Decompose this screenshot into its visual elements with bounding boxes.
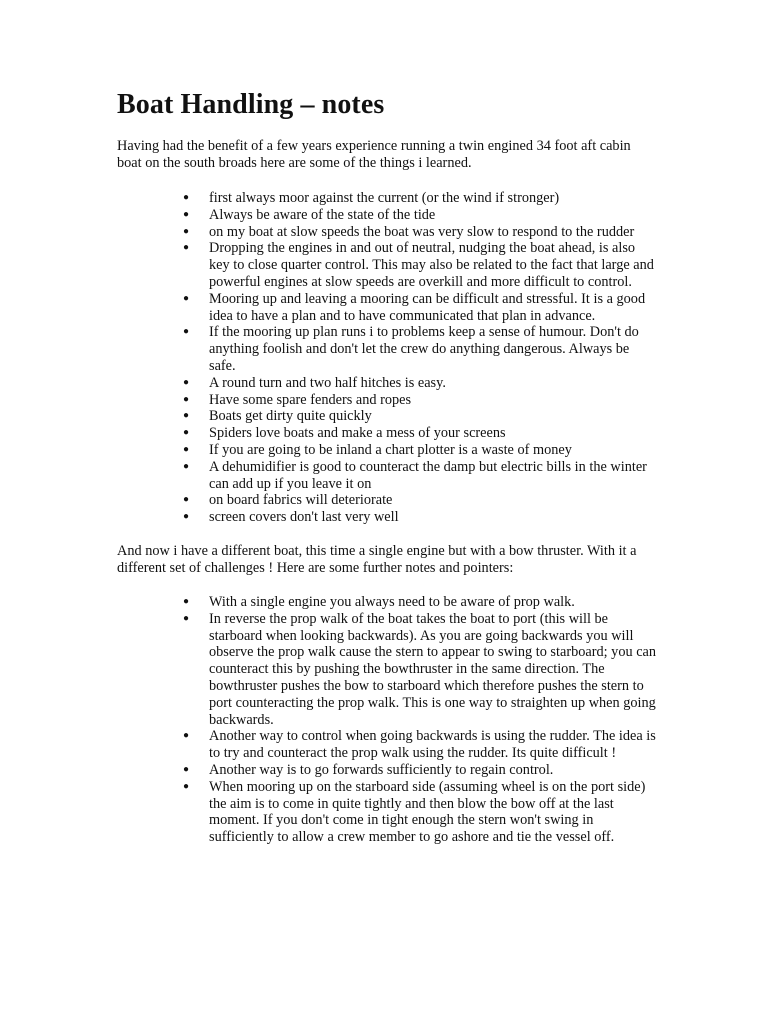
bullet-icon: ● [183, 208, 190, 220]
second-notes-list [117, 594, 657, 846]
intro-paragraph: Having had the benefit of a few years experience running a twin engined 34 foot aft cabin boat on the south broads here are some of the things i learned. [117, 138, 631, 171]
list-item-text: In reverse the prop walk of the boat takes the boat to port (this will be starboard when looking backwards). As you are going backwards you will observe the prop walk cause the stern to appear to swing to starboard; you can counteract this by pushing the bowthruster in the same direction. The bowthruster pushes the bow to starboard which therefore pushes the stern to port counteracting the prop walk. This is one way to straighten up when going backwards. [209, 610, 657, 728]
bullet-icon: ● [183, 511, 190, 523]
list-item [117, 425, 657, 442]
bullet-icon: ● [183, 326, 190, 338]
first-notes-list [117, 190, 657, 526]
list-item-text: If you are going to be inland a chart plotter is a waste of money [209, 441, 572, 458]
list-item [117, 375, 657, 392]
list-item [117, 207, 657, 224]
list-item [117, 594, 657, 611]
list-item [117, 442, 657, 459]
list-item-text: A round turn and two half hitches is easy. [209, 374, 446, 391]
list-item [117, 324, 657, 374]
bullet-icon: ● [183, 763, 190, 775]
list-item [117, 728, 657, 762]
list-item-text: When mooring up on the starboard side (assuming wheel is on the port side) the aim is to come in quite tightly and then blow the bow off at the last moment. If you don't come in tight enough the stern won't swing in sufficiently to allow a crew member to go ashore and tie the vessel off. [209, 778, 646, 846]
list-item [117, 408, 657, 425]
document-page [117, 88, 657, 846]
second-intro-paragraph: And now i have a different boat, this time a single engine but with a bow thruster. With it a different set of challenges ! Here are some further notes and pointers: [117, 542, 637, 576]
list-item-text: With a single engine you always need to be aware of prop walk. [209, 593, 575, 610]
list-item-text: Another way to control when going backwards is using the rudder. The idea is to try and counteract the prop walk using the rudder. Its quite difficult ! [209, 728, 656, 762]
list-item-text: A dehumidifier is good to counteract the damp but electric bills in the winter can add up if you leave it on [209, 458, 647, 492]
list-item [117, 224, 657, 241]
list-item [117, 492, 657, 509]
list-item-text: Have some spare fenders and ropes [209, 391, 412, 408]
bullet-icon: ● [183, 192, 190, 203]
list-item [117, 240, 657, 290]
bullet-icon: ● [183, 376, 190, 388]
list-item-text: Spiders love boats and make a mess of your screens [209, 425, 506, 442]
bullet-icon: ● [183, 494, 190, 506]
list-item-text: first always moor against the current (or the wind if stronger) [209, 190, 560, 206]
bullet-icon: ● [183, 242, 190, 254]
bullet-icon: ● [183, 225, 190, 237]
list-item-text: Dropping the engines in and out of neutral, nudging the boat ahead, is also key to close quarter control. This may also be related to the fact that large and powerful engines at slow speeds are overkill and more difficult to control. [209, 240, 654, 290]
list-item [117, 779, 657, 846]
bullet-icon: ● [183, 292, 190, 304]
list-item [117, 509, 657, 526]
bullet-icon: ● [183, 730, 190, 742]
bullet-icon: ● [183, 595, 190, 607]
list-item [117, 611, 657, 729]
bullet-icon: ● [183, 427, 190, 439]
bullet-icon: ● [183, 460, 190, 472]
bullet-icon: ● [183, 612, 190, 624]
bullet-icon: ● [183, 780, 190, 792]
bullet-icon: ● [183, 393, 190, 405]
list-item [117, 459, 657, 493]
list-item [117, 190, 657, 207]
list-item [117, 291, 657, 325]
list-item-text: on my boat at slow speeds the boat was very slow to respond to the rudder [209, 223, 635, 240]
list-item [117, 762, 657, 779]
list-item-text: Another way is to go forwards sufficiently to regain control. [209, 761, 554, 778]
bullet-icon: ● [183, 410, 190, 422]
list-item [117, 392, 657, 409]
list-item-text: on board fabrics will deteriorate [209, 492, 393, 509]
list-item-text: screen covers don't last very well [209, 509, 399, 526]
bullet-icon: ● [183, 443, 190, 455]
page-title: Boat Handling – notes [117, 89, 385, 120]
list-item-text: Boats get dirty quite quickly [209, 408, 372, 425]
list-item-text: If the mooring up plan runs i to problems keep a sense of humour. Don't do anything foolish and don't let the crew do anything dangerous. Always be safe. [209, 324, 639, 374]
list-item-text: Mooring up and leaving a mooring can be difficult and stressful. It is a good idea to have a plan and to have communicated that plan in advance. [209, 290, 646, 324]
list-item-text: Always be aware of the state of the tide [209, 206, 436, 223]
